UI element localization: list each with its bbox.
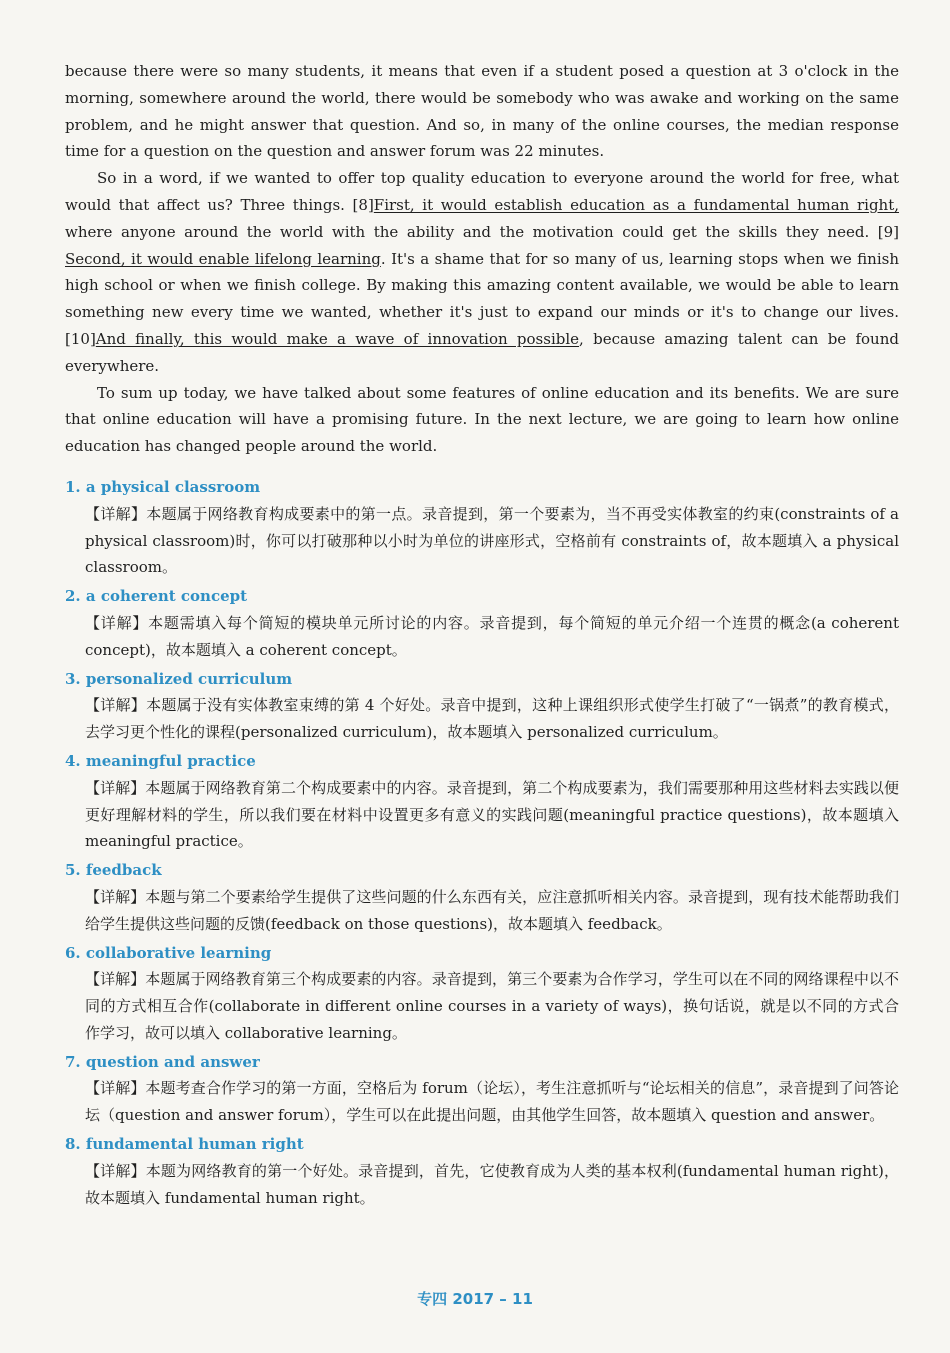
answer-explanation: 【详解】本题属于网络教育第三个构成要素的内容。录音提到，第三个要素为合作学习，学生可以在不同的网络课程中以不同的方式相互合作(collaborate in different online courses in a variety of ways)，换句话说，就是以不同的方式合作学习，故可以填入 collaborative learning。	[85, 970, 899, 1042]
answer-title: 8. fundamental human right	[65, 1135, 304, 1154]
answer-title: 4. meaningful practice	[65, 751, 256, 770]
answer-item	[65, 1049, 899, 1129]
answer-explanation: 【详解】本题需填入每个简短的模块单元所讨论的内容。录音提到，每个简短的单元介绍一个连贯的概念(a coherent concept)，故本题填入 a coherent concept。	[85, 613, 899, 659]
answer-explanation: 【详解】本题考查合作学习的第一方面，空格后为 forum（论坛），考生注意抓听与“论坛相关的信息”，录音提到了问答论坛（question and answer forum），学生可以在此提出问题，由其他学生回答，故本题填入 question and answer。	[85, 1079, 899, 1125]
answer-explanation: 【详解】本题属于没有实体教室束缚的第 4 个好处。录音中提到，这种上课组织形式使学生打破了“一锅煮”的教育模式，去学习更个性化的课程(personalized curriculum)，故本题填入 personalized curriculum。	[85, 696, 899, 742]
answer-title: 1. a physical classroom	[65, 477, 261, 496]
answer-title: 2. a coherent concept	[65, 587, 248, 606]
answer-title: 6. collaborative learning	[65, 943, 272, 962]
answer-item	[65, 857, 899, 937]
page-number-footer: 专四 2017 – 11	[417, 1290, 533, 1308]
answer-key	[65, 474, 899, 1212]
answer-explanation: 【详解】本题属于网络教育第二个构成要素中的内容。录音提到，第二个构成要素为，我们需要那种用这些材料去实践以便更好理解材料的学生，所以我们要在材料中设置更多有意义的实践问题(meaningful practice questions)，故本题填入 meaningful practice。	[85, 778, 899, 851]
answer-item	[65, 474, 899, 581]
answer-explanation: 【详解】本题属于网络教育构成要素中的第一点。录音提到，第一个要素为，当不再受实体教室的约束(constraints of a physical classroom)时，你可以打破那种以小时为单位的讲座形式，空格前有 constraints of，故本题填入 a physical classroom。	[85, 504, 899, 577]
page-body	[65, 58, 899, 1213]
passage-paragraph-3: To sum up today, we have talked about some features of online education and its benefits. We are sure that online education will have a promising future. In the next lecture, we are going to learn how online education has changed people around the world.	[65, 383, 899, 456]
passage-paragraph-1: because there were so many students, it means that even if a student posed a question at 3 o'clock in the morning, somewhere around the world, there would be somebody who was awake and working on the same problem, and he might answer that question. And so, in many of the online courses, the median response time for a question on the question and answer forum was 22 minutes.	[65, 62, 899, 161]
answer-title: 3. personalized curriculum	[65, 669, 293, 688]
answer-item	[65, 940, 899, 1047]
answer-explanation: 【详解】本题为网络教育的第一个好处。录音提到，首先，它使教育成为人类的基本权利(fundamental human right)，故本题填入 fundamental human right。	[85, 1161, 899, 1207]
underlined-answer-10: And finally, this would make a wave of innovation possible	[95, 329, 580, 348]
answer-item	[65, 583, 899, 663]
answer-item	[65, 1131, 899, 1211]
answer-item	[65, 666, 899, 746]
answer-title: 5. feedback	[65, 861, 162, 880]
underlined-answer-8: First, it would establish education as a fundamental human right,	[373, 195, 899, 214]
passage-paragraph-2: So in a word, if we wanted to offer top quality education to everyone around the world for free, what would that affect us? Three things. [8]First, it would establish education as a fundamental human right, where anyone around the world with the ability and the motivation could get the skills they need. [9] Second, it would enable lifelong learning. It's a shame that for so many of us, learning stops when we finish high school or when we finish college. By making this amazing content available, we would be able to learn something new every time we wanted, whether it's just to expand our minds or it's to change our lives. [10]And finally, this would make a wave of innovation possible, because amazing talent can be found everywhere.	[65, 169, 899, 375]
answer-title: 7. question and answer	[65, 1052, 260, 1071]
underlined-answer-9: Second, it would enable lifelong learning	[65, 249, 381, 268]
answer-item	[65, 748, 899, 855]
answer-explanation: 【详解】本题与第二个要素给学生提供了这些问题的什么东西有关，应注意抓听相关内容。录音提到，现有技术能帮助我们给学生提供这些问题的反馈(feedback on those questions)，故本题填入 feedback。	[85, 887, 899, 933]
